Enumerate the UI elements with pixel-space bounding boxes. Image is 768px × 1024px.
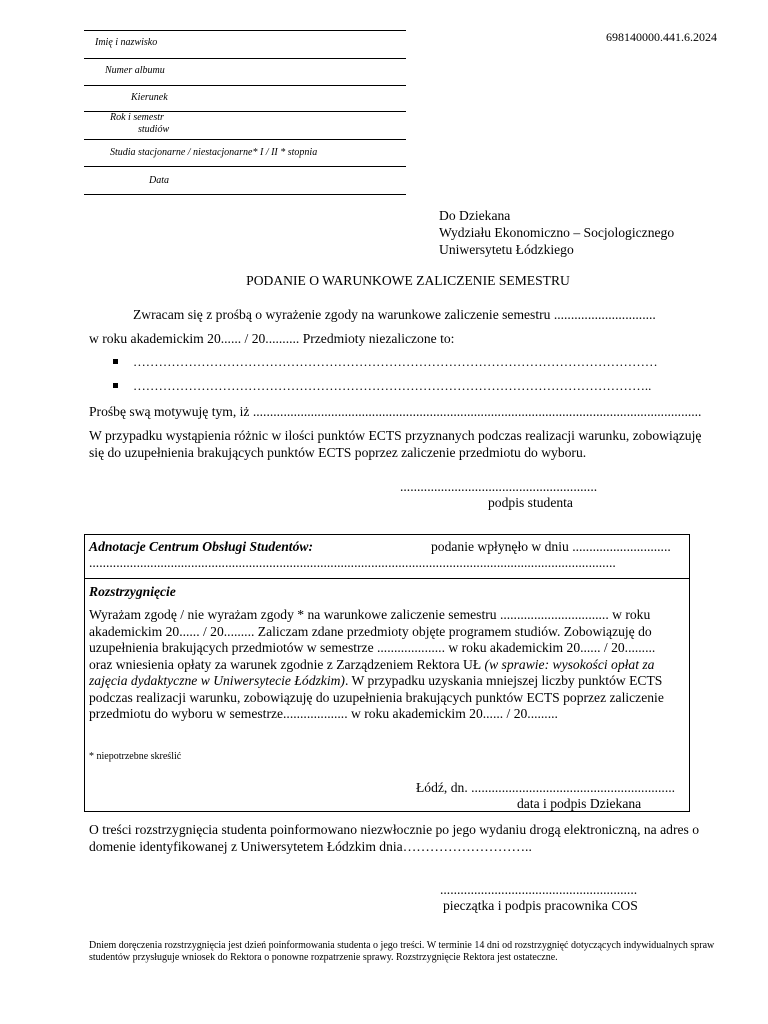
- student-signature-label: podpis studenta: [488, 495, 573, 510]
- addressee-line3: Uniwersytetu Łódzkiego: [439, 242, 574, 257]
- decision-text-a: Wyrażam zgodę / nie wyrażam zgody * na warunkowe zaliczenie semestru ................................ w roku akademickim 20...... / 20......... Zaliczam zdane przedmioty objęte programem studiów. Zobowiązuję do uzupełnienia brakujących przedmiotów w semestrze .................... w roku akademickim 20...... / 20......... oraz wniesienia opłaty za warunek zgodnie z Zarządzeniem Rektora UŁ: [89, 607, 656, 672]
- document-title: PODANIE O WARUNKOWE ZALICZENIE SEMESTRU: [246, 273, 570, 288]
- document-number: 698140000.441.6.2024: [606, 30, 717, 44]
- cos-signature-dots: ..........................................................: [440, 882, 638, 897]
- place-date-line: Łódź, dn. ............................................................: [416, 780, 676, 795]
- bullet-dotted-line-1: ……………………………………………………………………………………………………………: [133, 355, 658, 369]
- box-divider: [85, 578, 689, 579]
- decision-text-italic: (w sprawie: wysokości opłat za zajęcia dydaktyczne w Uniwersytecie Łódzkim): [89, 656, 655, 688]
- addressee-line1: Do Dziekana: [439, 208, 511, 223]
- cos-signature-label: pieczątka i podpis pracownika COS: [443, 898, 638, 913]
- field-rule: [84, 85, 406, 86]
- motivation-line: Prośbę swą motywuję tym, iż ....................................................................................................................................: [89, 404, 702, 419]
- field-label-year-line1: Rok i semestr: [110, 112, 164, 123]
- dean-decision-box: [84, 534, 690, 812]
- annotations-label: Adnotacje Centrum Obsługi Studentów:: [89, 539, 313, 554]
- request-line1: Zwracam się z prośbą o wyrażenie zgody na warunkowe zaliczenie semestru ..............................: [133, 307, 656, 322]
- field-rule: [84, 194, 406, 195]
- decision-paragraph: [89, 607, 681, 723]
- bullet-icon: [113, 359, 118, 364]
- footnote: * niepotrzebne skreślić: [89, 751, 182, 762]
- field-label-album: Numer albumu: [105, 65, 165, 76]
- field-label-date: Data: [149, 175, 169, 186]
- bullet-icon: [113, 383, 118, 388]
- field-rule: [84, 166, 406, 167]
- addressee-line2: Wydziału Ekonomiczno – Socjologicznego: [439, 225, 675, 240]
- field-rule: [84, 139, 406, 140]
- field-label-major: Kierunek: [131, 92, 168, 103]
- ects-paragraph: W przypadku wystąpienia różnic w ilości punktów ECTS przyznanych podczas realizacji warunku, zobowiązuję się do uzupełnienia brakujących punktów ECTS poprzez zaliczenie przedmiotu do wyboru.: [89, 428, 702, 460]
- decision-label: Rozstrzygnięcie: [89, 584, 176, 599]
- student-signature-dots: ..........................................................: [400, 479, 598, 494]
- dean-signature-label: data i podpis Dziekana: [517, 796, 642, 811]
- received-date-line: podanie wpłynęło w dniu .............................: [431, 539, 671, 554]
- decision-text-b: . W przypadku uzyskania mniejszej liczby punktów ECTS podczas realizacji warunku, zobowiązuję do uzupełnienia brakujących punktów ECTS poprzez zaliczenie przedmiotu do wyboru w semestrze................... w roku akademickim 20...... / 20.........: [89, 673, 664, 721]
- field-rule: [84, 30, 406, 31]
- annotations-dotted-line: ...........................................................................................................................................................: [89, 555, 616, 570]
- field-rule: [84, 58, 406, 59]
- field-label-year-line2: studiów: [138, 124, 170, 135]
- footer-note: Dniem doręczenia rozstrzygnięcia jest dzień poinformowania studenta o jego treści. W terminie 14 dni od rozstrzygnięć dotyczących indywidualnych spraw studentów przysługuje wniosek do Rektora o ponowne rozpatrzenie sprawy. Rozstrzygnięcie Rektora jest ostateczne.: [89, 940, 715, 963]
- notice-paragraph: O treści rozstrzygnięcia studenta poinformowano niezwłocznie po jego wydaniu drogą elektroniczną, na adres o domenie identyfikowanej z Uniwersytetem Łódzkim dnia………………………..: [89, 822, 699, 854]
- request-line2: w roku akademickim 20...... / 20.......... Przedmioty niezaliczone to:: [89, 331, 455, 346]
- field-label-name: Imię i nazwisko: [95, 37, 158, 48]
- bullet-dotted-line-2: …………………………………………………………………………………………………………..: [133, 379, 652, 393]
- field-label-study-type: Studia stacjonarne / niestacjonarne* I / II * stopnia: [110, 147, 318, 158]
